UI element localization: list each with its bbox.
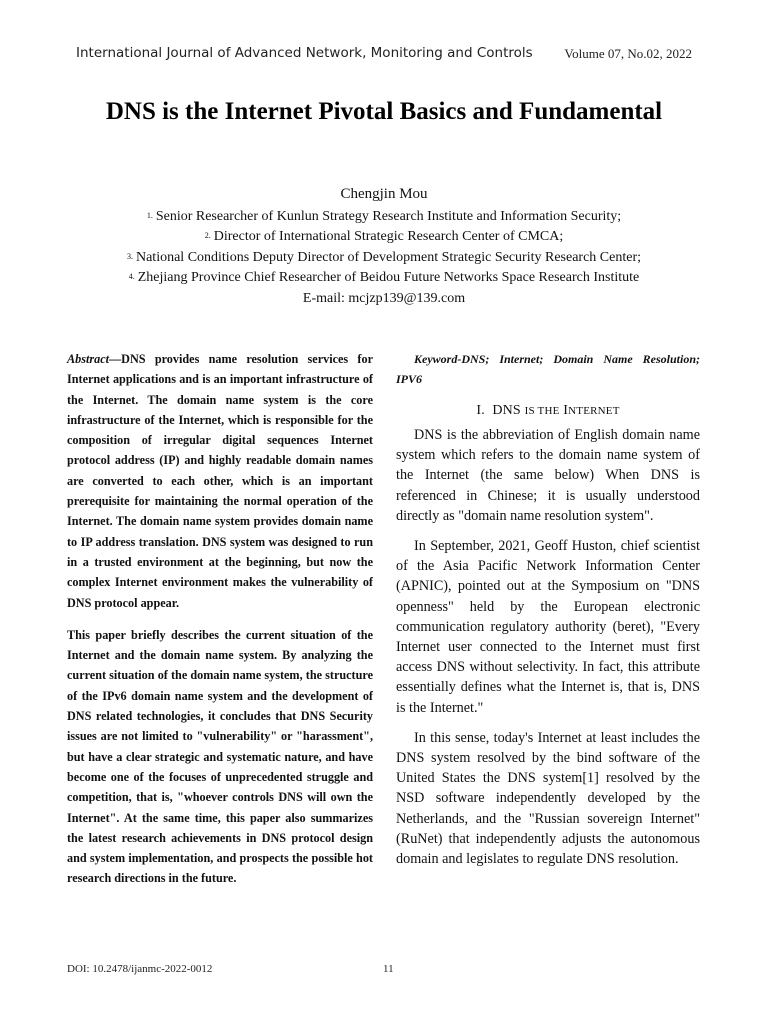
affiliation-3 <box>0 248 768 269</box>
right-column <box>396 349 700 879</box>
section-number: I. <box>476 403 485 418</box>
section-heading <box>396 403 700 419</box>
author-block <box>0 184 768 309</box>
affiliation-mark: 1. <box>146 210 153 220</box>
body-paragraph-1: DNS is the abbreviation of English domain name system which refers to the domain name system of the Internet (the same below) When DNS is referenced in Chinese; it is usually understood directly as "domain name resolution system". <box>396 427 700 524</box>
volume-info: Volume 07, No.02, 2022 <box>564 46 692 61</box>
affiliation-text: Director of International Strategic Research Center of CMCA; <box>213 229 564 244</box>
abstract-paragraph-2: This paper briefly describes the current situation of the Internet and the domain name system. By analyzing the current situation of the domain name system, the structure of the IPv6 domain name system and the development of DNS related technologies, it concludes that DNS Security issues are not limited to "vulnerability" or "harassment", but have a clear strategic and systematic nature, and have become one of the focuses of unprecedented struggle and competition, that is, "whoever controls DNS will own the Internet". At the same time, this paper also summarizes the latest research achievements in DNS protocol design and system implementation, and prospects the possible hot research directions in the future. <box>67 627 373 886</box>
abstract-dash: — <box>108 352 122 366</box>
affiliation-text: Zhejiang Province Chief Researcher of Beidou Future Networks Space Research Institute <box>137 270 640 285</box>
running-header <box>0 45 768 65</box>
affiliation-2 <box>0 227 768 248</box>
page-footer <box>0 963 768 979</box>
body-paragraph-3: In this sense, today's Internet at least includes the DNS system resolved by the bind software of the United States the DNS system[1] resolved by the NSD software independently developed by the Netherlands, and the "Russian sovereign Internet"(RuNet) that independently adjusts the autonomous domain and legislates to regulate DNS resolution. <box>396 729 700 868</box>
affiliation-text: National Conditions Deputy Director of Development Strategic Security Research Center; <box>135 249 642 265</box>
abstract-text-1: DNS provides name resolution services for Internet applications and is an important infrastructure of the Internet. The domain name system is the core infrastructure of the Internet, which is responsible for the composition of irregular digital sequences Internet protocol address (IP) and highly readable domain names are converted to each other, which is an important prerequisite for maintaining the normal operation of the Internet. The domain name system provides domain name to IP address translation. DNS system was designed to run in a trusted environment at the beginning, but now the complex Internet environment makes the vulnerability of DNS protocol appear. <box>67 352 373 610</box>
affiliation-4 <box>0 268 768 289</box>
paper-title: DNS is the Internet Pivotal Basics and Fundamental <box>105 98 663 125</box>
abstract-label: Abstract <box>67 352 109 366</box>
author-name: Chengjin Mou <box>340 186 428 202</box>
abstract-paragraph-1 <box>67 349 373 613</box>
page-number: 11 <box>383 963 394 975</box>
section-title-a: DNS <box>492 403 521 418</box>
doi: DOI: 10.2478/ijanmc-2022-0012 <box>67 963 213 975</box>
affiliation-mark: 2. <box>204 231 211 240</box>
affiliation-mark: 3. <box>126 251 133 261</box>
section-title-d: NTERNET <box>568 405 620 417</box>
abstract-column <box>67 349 373 901</box>
body-paragraph-2: In September, 2021, Geoff Huston, chief scientist of the Asia Pacific Network Information Center (APNIC), pointed out at the Symposium on "DNS openness" held by the European electronic communication regulatory authority (beret), "Every Internet user connected to the Internet must first access DNS without selectivity. In fact, this attribute essentially defines what the Internet is, that is, DNS is the Internet." <box>396 538 700 716</box>
affiliation-text: Senior Researcher of Kunlun Strategy Research Institute and Information Security; <box>155 208 622 224</box>
affiliation-1 <box>0 207 768 228</box>
author-email: E-mail: mcjzp139@139.com <box>302 290 466 306</box>
affiliation-mark: 4. <box>128 272 135 281</box>
journal-name: International Journal of Advanced Network, Monitoring and Controls <box>76 45 533 61</box>
section-title-c: I <box>563 403 569 418</box>
section-title-b: IS THE <box>524 405 560 417</box>
keywords: Keyword-DNS; Internet; Domain Name Resolution; IPV6 <box>396 352 700 386</box>
